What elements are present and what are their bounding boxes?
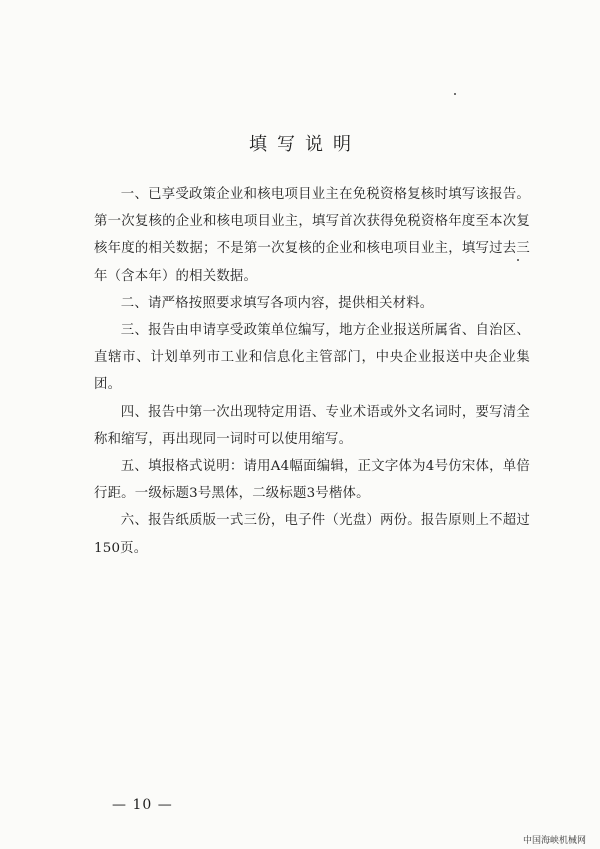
instruction-paragraph-2: 二、请严格按照要求填写各项内容，提供相关材料。 <box>120 295 434 311</box>
site-watermark: 中国海峡机械网 <box>522 836 586 846</box>
instruction-paragraph-1: 一、已享受政策企业和核电项目业主在免税资格复核时填写该报告。第一次复核的企业和核电项目业主，填写首次获得免税资格年度至本次复核年度的相关数据；不是第一次复核的企业和核电项目业主，填写过去三年（含本年）的相关数据。 <box>94 187 530 284</box>
instruction-paragraph-4: 四、报告中第一次出现特定用语、专业术语或外文名词时，要写清全称和缩写，再出现同一词时可以使用缩写。 <box>94 404 530 447</box>
instructions-body <box>94 181 530 562</box>
instruction-paragraph-5: 五、填报格式说明：请用A4幅面编辑，正文字体为4号仿宋体，单倍行距。一级标题3号黑体，二级标题3号楷体。 <box>94 459 530 502</box>
page-number: — 10 — <box>112 797 173 813</box>
instruction-paragraph-3: 三、报告由申请享受政策单位编写，地方企业报送所属省、自治区、直辖市、计划单列市工业和信息化主管部门，中央企业报送中央企业集团。 <box>94 323 530 393</box>
scan-speck <box>454 93 456 95</box>
instruction-paragraph-6: 六、报告纸质版一式三份，电子件（光盘）两份。报告原则上不超过150页。 <box>94 513 530 556</box>
page-title: 填写说明 <box>249 134 361 156</box>
